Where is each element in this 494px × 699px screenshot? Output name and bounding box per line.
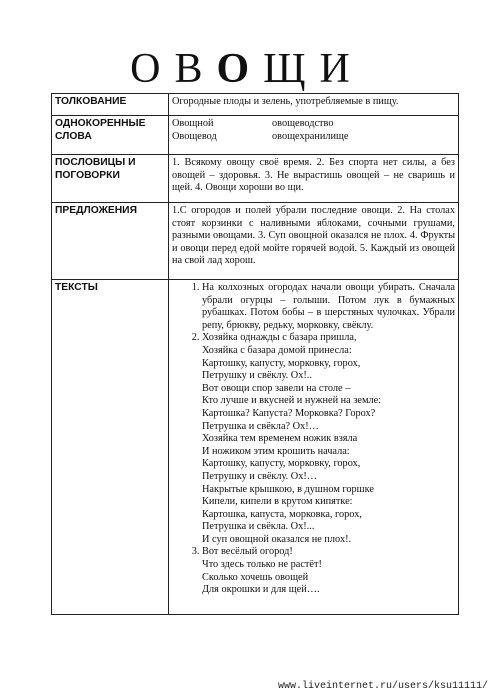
row-label: ТОЛКОВАНИЕ: [52, 94, 169, 116]
poem-line: 2. Хозяйка однажды с базара пришла,: [202, 332, 357, 344]
poem-line: Для окрошки и для щей….: [202, 584, 320, 596]
poem-line: Картошку, капусту, морковку, горох,: [202, 357, 361, 369]
interpretation-text: Огородные плоды и зелень, употребляемые в пищу.: [169, 94, 459, 116]
row-label: ПОСЛОВИЦЫ И ПОГОВОРКИ: [52, 155, 169, 203]
row-label: ОДНОКОРЕННЫЕ СЛОВА: [52, 116, 169, 155]
row-interpretation: [52, 94, 459, 116]
row-proverbs: [52, 155, 459, 203]
cognate-pair: [172, 131, 455, 144]
row-label: ТЕКСТЫ: [52, 280, 169, 615]
texts-content: [169, 280, 459, 615]
proverbs-text: 1. Всякому овощу своё время. 2. Без спорта нет силы, а без овощей – здоровья. 3. Не вырастишь овощей – не сваришь и щей. 4. Овощи хороши во щи.: [169, 155, 459, 203]
texts-list: [172, 282, 455, 597]
title-bold-letter: О: [216, 46, 264, 92]
row-label: ПРЕДЛОЖЕНИЯ: [52, 203, 169, 280]
cognates-list: [169, 116, 459, 155]
cognate-word: овощеводство: [272, 118, 334, 129]
poem-line: И ножиком этим крошить начала:: [202, 445, 350, 457]
poem-line: И суп овощной оказался не плох!.: [202, 533, 352, 545]
poem-line: Хозяйка с базара домой принесла:: [202, 344, 352, 356]
cognate-word: Овощевод: [172, 130, 217, 142]
poem-line: Сколько хочешь овощей: [202, 571, 309, 583]
title-part: ОВ: [130, 46, 217, 92]
text-item: 1. На колхозных огородах начали овощи убирать. Сначала убрали огурцы – голыши. Потом лук в бумажных рубашках. Потом бобы – в шерстяных чулочках. Убрали репу, брюкву, редьку, морковку, свёклу.: [202, 282, 455, 332]
watermark-url: www.liveinternet.ru/users/ksu11111/: [277, 681, 488, 692]
poem-line: Накрытые крышкою, в душном горшке: [202, 483, 374, 495]
row-texts: [52, 280, 459, 615]
row-sentences: [52, 203, 459, 280]
poem-line: Хозяйка тем временем ножик взяла: [202, 433, 358, 445]
cognate-word: Овощной: [172, 118, 214, 129]
title-part: ЩИ: [263, 46, 364, 92]
poem-line: Картошка? Капуста? Морковка? Горох?: [202, 407, 376, 419]
poem-line: Вот овощи спор завели на столе –: [202, 382, 351, 394]
poem-line: Кипели, кипели в крутом кипятке:: [202, 496, 353, 508]
poem-line: Картошку, капусту, морковку, горох,: [202, 458, 361, 470]
poem-line: Петрушка и свёкла. Ох!...: [202, 521, 315, 533]
row-cognates: [52, 116, 459, 155]
poem-line: Петрушка и свёкла? Ох!…: [202, 420, 319, 432]
poem-line: Петрушку и свёклу. Ох!…: [202, 470, 318, 482]
poem-line: 3. Вот весёлый огород!: [202, 546, 293, 558]
vocabulary-table: [51, 93, 459, 615]
text-item-poem: [202, 332, 455, 546]
poem-line: Кто лучше и вкусней и нужней на земле:: [202, 395, 382, 407]
cognate-pair: [172, 118, 455, 131]
poem-line: Петрушку и свёклу. Ох!..: [202, 370, 312, 382]
page-title: [0, 44, 494, 94]
cognate-word: овощехранилище: [272, 130, 349, 142]
poem-line: Картошка, капуста, морковка, горох,: [202, 508, 362, 520]
sentences-text: 1.С огородов и полей убрали последние овощи. 2. На столах стоят корзинки с наливными яблоками, сочными грушами, разными овощами. 3. Суп овощной оказался не плох. 4. Фрукты и овощи перед едой мойте горячей водой. 5. Каждый из овощей на свой лад хорош.: [169, 203, 459, 280]
text-item-poem: [202, 546, 455, 596]
poem-line: Что здесь только не растёт!: [202, 559, 322, 571]
